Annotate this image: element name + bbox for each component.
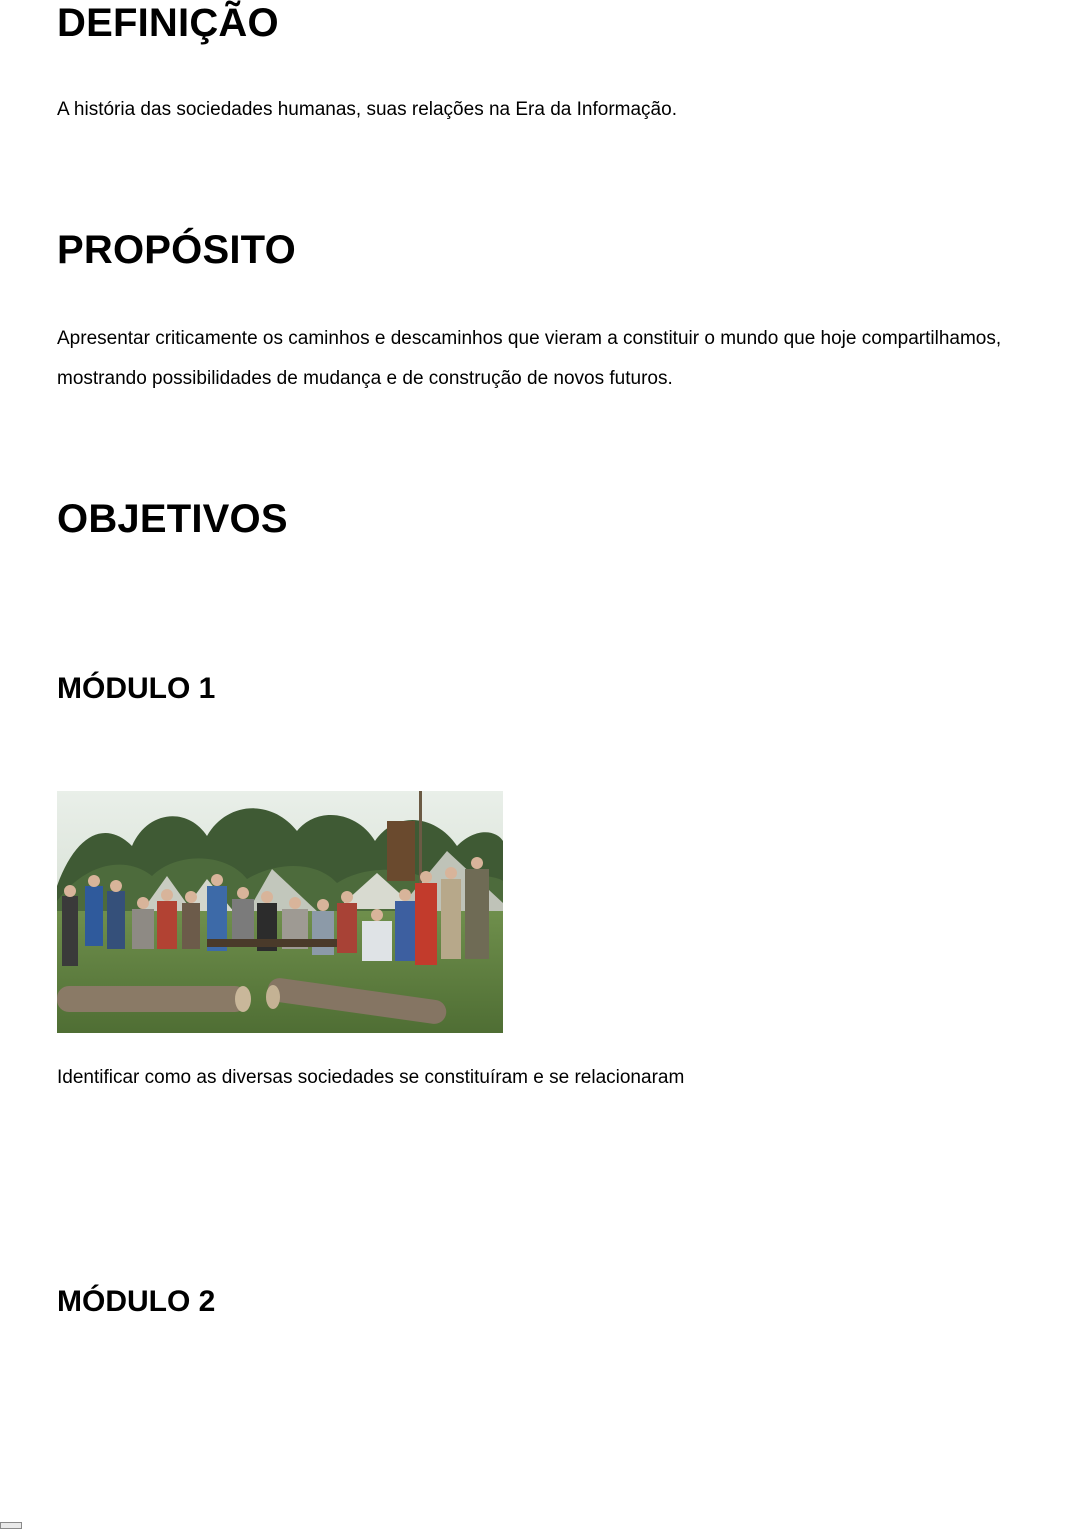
proposito-text-line2: mostrando possibilidades de mudança e de construção de novos futuros.: [57, 368, 673, 389]
modulo2-heading: MÓDULO 2: [57, 1285, 216, 1318]
objetivos-heading: OBJETIVOS: [57, 497, 288, 541]
proposito-text-line1: Apresentar criticamente os caminhos e descaminhos que vieram a constituir o mundo que hoje compartilhamos,: [57, 328, 1002, 349]
definicao-heading: DEFINIÇÃO: [57, 1, 279, 45]
modulo1-text: Identificar como as diversas sociedades se constituíram e se relacionaram: [57, 1067, 685, 1088]
definicao-text: A história das sociedades humanas, suas relações na Era da Informação.: [57, 99, 677, 120]
proposito-heading: PROPÓSITO: [57, 228, 296, 272]
modulo1-heading: MÓDULO 1: [57, 672, 216, 705]
scrollbar-handle[interactable]: [0, 1522, 22, 1529]
photo-medieval-camp-gathering: [57, 791, 503, 1033]
